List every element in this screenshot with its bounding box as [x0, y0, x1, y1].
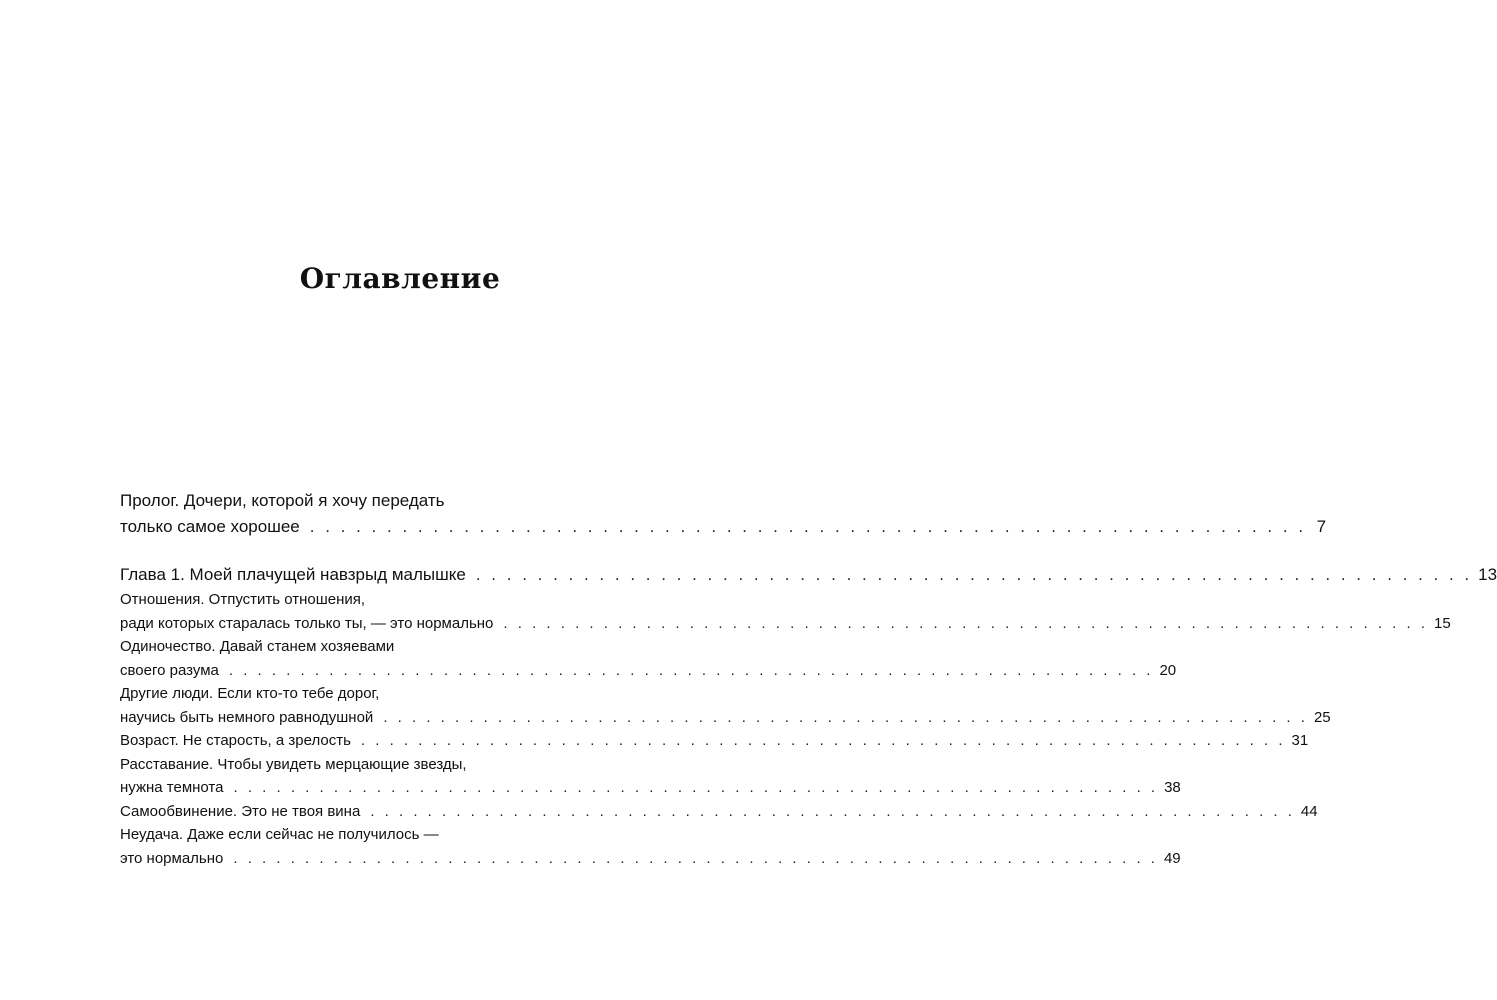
page-title: Оглавление: [299, 262, 501, 295]
page-number: 49: [1163, 849, 1181, 867]
toc-entry-title-line: Пролог. Дочери, которой я хочу передать: [120, 491, 445, 510]
page-number: 13: [1478, 565, 1497, 584]
toc-entry-title-line: ради которых старалась только ты, — это нормально: [120, 614, 494, 632]
page-number: 15: [1434, 614, 1451, 632]
toc-entry-title-line: только самое хорошее: [120, 517, 300, 536]
toc-entry-title-line: научись быть немного равнодушной: [120, 708, 374, 726]
dot-leader: . . . . . . . . . . . . . . . . . . . . . . . . . . . . . . . . . . . . . . . . . . . . . . . . . . . . . . . . . . . . . . . . .: [309, 517, 1307, 536]
toc-entry-title-line: Неудача. Даже если сейчас не получилось —: [120, 826, 439, 843]
dot-leader: . . . . . . . . . . . . . . . . . . . . . . . . . . . . . . . . . . . . . . . . . . . . . . . . . . . . . . . . . . . . . . . . .: [233, 779, 1159, 796]
toc-entry-title-line: Расставание. Чтобы увидеть мерцающие звезды,: [120, 755, 467, 773]
toc-entry-section[interactable]: [120, 823, 1181, 870]
toc-entry-title-line: Одиночество. Давай станем хозяевами: [120, 638, 395, 655]
toc-entry-title-line: Глава 1. Моей плачущей навзрыд малышке: [120, 565, 466, 584]
toc-entry-section[interactable]: [120, 635, 1177, 682]
page-number: 38: [1164, 779, 1181, 796]
toc-entry-title-line: своего разума: [120, 661, 219, 679]
dot-leader: . . . . . . . . . . . . . . . . . . . . . . . . . . . . . . . . . . . . . . . . . . . . . . . . . . . . . . . . . . . . . . . . .: [383, 708, 1308, 726]
dot-leader: . . . . . . . . . . . . . . . . . . . . . . . . . . . . . . . . . . . . . . . . . . . . . . . . . . . . . . . . . . . . . . . . .: [233, 849, 1158, 867]
toc-entry-section[interactable]: [120, 800, 1318, 824]
dot-leader: . . . . . . . . . . . . . . . . . . . . . . . . . . . . . . . . . . . . . . . . . . . . . . . . . . . . . . . . . . . . . . . . .: [503, 614, 1429, 632]
toc-entry-chapter-1[interactable]: [120, 562, 1497, 588]
toc-entry-title-line: это нормально: [120, 849, 224, 867]
toc-entry-prologue[interactable]: [120, 488, 1327, 540]
dot-leader: . . . . . . . . . . . . . . . . . . . . . . . . . . . . . . . . . . . . . . . . . . . . . . . . . . . . . . . . . . . . . . . . .: [360, 732, 1286, 749]
dot-leader: . . . . . . . . . . . . . . . . . . . . . . . . . . . . . . . . . . . . . . . . . . . . . . . . . . . . . . . . . . . . . . . . .: [228, 661, 1154, 679]
dot-leader: . . . . . . . . . . . . . . . . . . . . . . . . . . . . . . . . . . . . . . . . . . . . . . . . . . . . . . . . . . . . . . . . .: [475, 565, 1473, 584]
toc-entry-title-line: Возраст. Не старость, а зрелость: [120, 732, 351, 749]
page-number: 31: [1291, 732, 1309, 749]
toc-entry-title-line: Самообвинение. Это не твоя вина: [120, 802, 361, 820]
page-number: 25: [1313, 708, 1331, 726]
page-number: 44: [1300, 802, 1318, 820]
toc-entry-title-line: Другие люди. Если кто-то тебе дорог,: [120, 685, 380, 702]
dot-leader: . . . . . . . . . . . . . . . . . . . . . . . . . . . . . . . . . . . . . . . . . . . . . . . . . . . . . . . . . . . . . . . . .: [370, 802, 1295, 820]
toc-entry-title-line: нужна темнота: [120, 779, 224, 796]
table-of-contents: [120, 488, 1497, 870]
toc-entry-section[interactable]: [120, 729, 1309, 753]
toc-entry-section[interactable]: [120, 753, 1181, 800]
page-number: 20: [1159, 661, 1177, 679]
toc-entry-section[interactable]: [120, 588, 1451, 635]
page-number: 7: [1316, 517, 1327, 536]
toc-entry-title-line: Отношения. Отпустить отношения,: [120, 591, 366, 608]
toc-entry-section[interactable]: [120, 682, 1331, 729]
